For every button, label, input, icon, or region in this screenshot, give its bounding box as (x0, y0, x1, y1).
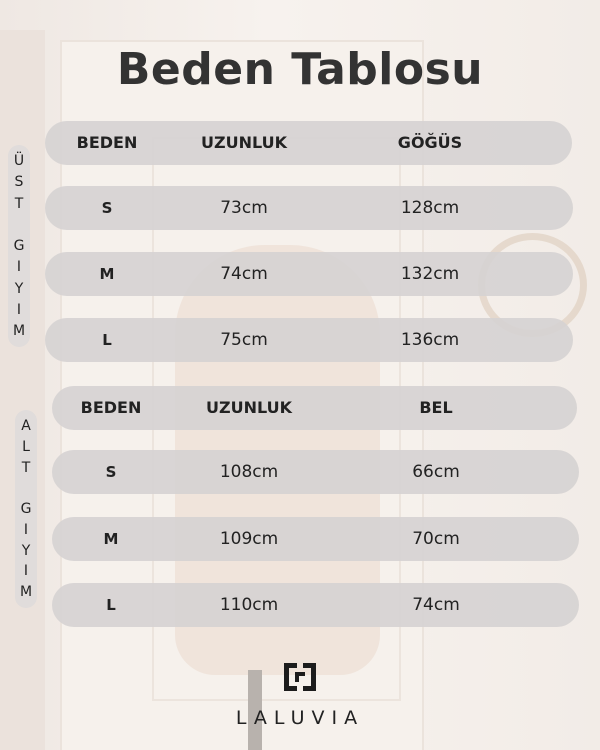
cell-waist: 66cm (412, 462, 460, 482)
brand-logo-icon (281, 660, 319, 694)
side-letter: G (20, 501, 32, 517)
side-letter: I (23, 563, 29, 580)
cell-length: 110cm (219, 595, 279, 615)
side-letter: I (23, 521, 29, 538)
header-length: UZUNLUK (206, 398, 292, 417)
cell-size: L (106, 596, 116, 614)
side-letter: M (19, 584, 33, 600)
side-letter: I (16, 301, 22, 318)
side-letter: G (13, 238, 25, 254)
cell-chest: 132cm (400, 264, 460, 284)
page-title: Beden Tablosu (116, 44, 484, 95)
side-label-top (8, 145, 30, 347)
side-letter: S (14, 174, 24, 191)
header-length: UZUNLUK (201, 133, 287, 152)
cell-chest: 128cm (400, 198, 460, 218)
cell-size: S (101, 199, 113, 217)
header-chest: GÖĞÜS (397, 133, 463, 152)
table-row (45, 252, 573, 296)
cell-length: 108cm (219, 462, 279, 482)
header-size: BEDEN (76, 133, 138, 152)
cell-length: 73cm (220, 198, 268, 218)
table-row (45, 186, 573, 230)
side-letter: L (22, 438, 30, 455)
cell-length: 75cm (220, 330, 268, 350)
brand-name: LALUVIA (235, 707, 365, 729)
cell-size: M (103, 530, 119, 548)
header-size: BEDEN (80, 398, 142, 417)
side-letter: M (12, 323, 26, 339)
side-letter: Y (14, 280, 24, 297)
table-row (52, 450, 579, 494)
side-letter: T (21, 459, 31, 476)
cell-length: 109cm (219, 529, 279, 549)
background-door-frame (0, 30, 45, 750)
table-row (52, 517, 579, 561)
side-letter: Ü (13, 153, 25, 169)
cell-length: 74cm (220, 264, 268, 284)
table-header-row (45, 121, 572, 165)
cell-chest: 136cm (400, 330, 460, 350)
side-label-bottom (15, 410, 37, 608)
side-letter: T (14, 195, 24, 212)
cell-size: L (102, 331, 112, 349)
cell-size: M (99, 265, 115, 283)
cell-size: S (105, 463, 117, 481)
side-letter: Y (21, 542, 31, 559)
side-letter: I (16, 259, 22, 276)
table-row (45, 318, 573, 362)
side-letter: A (21, 418, 31, 434)
cell-waist: 74cm (412, 595, 460, 615)
table-row (52, 583, 579, 627)
cell-waist: 70cm (412, 529, 460, 549)
table-header-row (52, 386, 577, 430)
header-waist: BEL (419, 398, 453, 417)
